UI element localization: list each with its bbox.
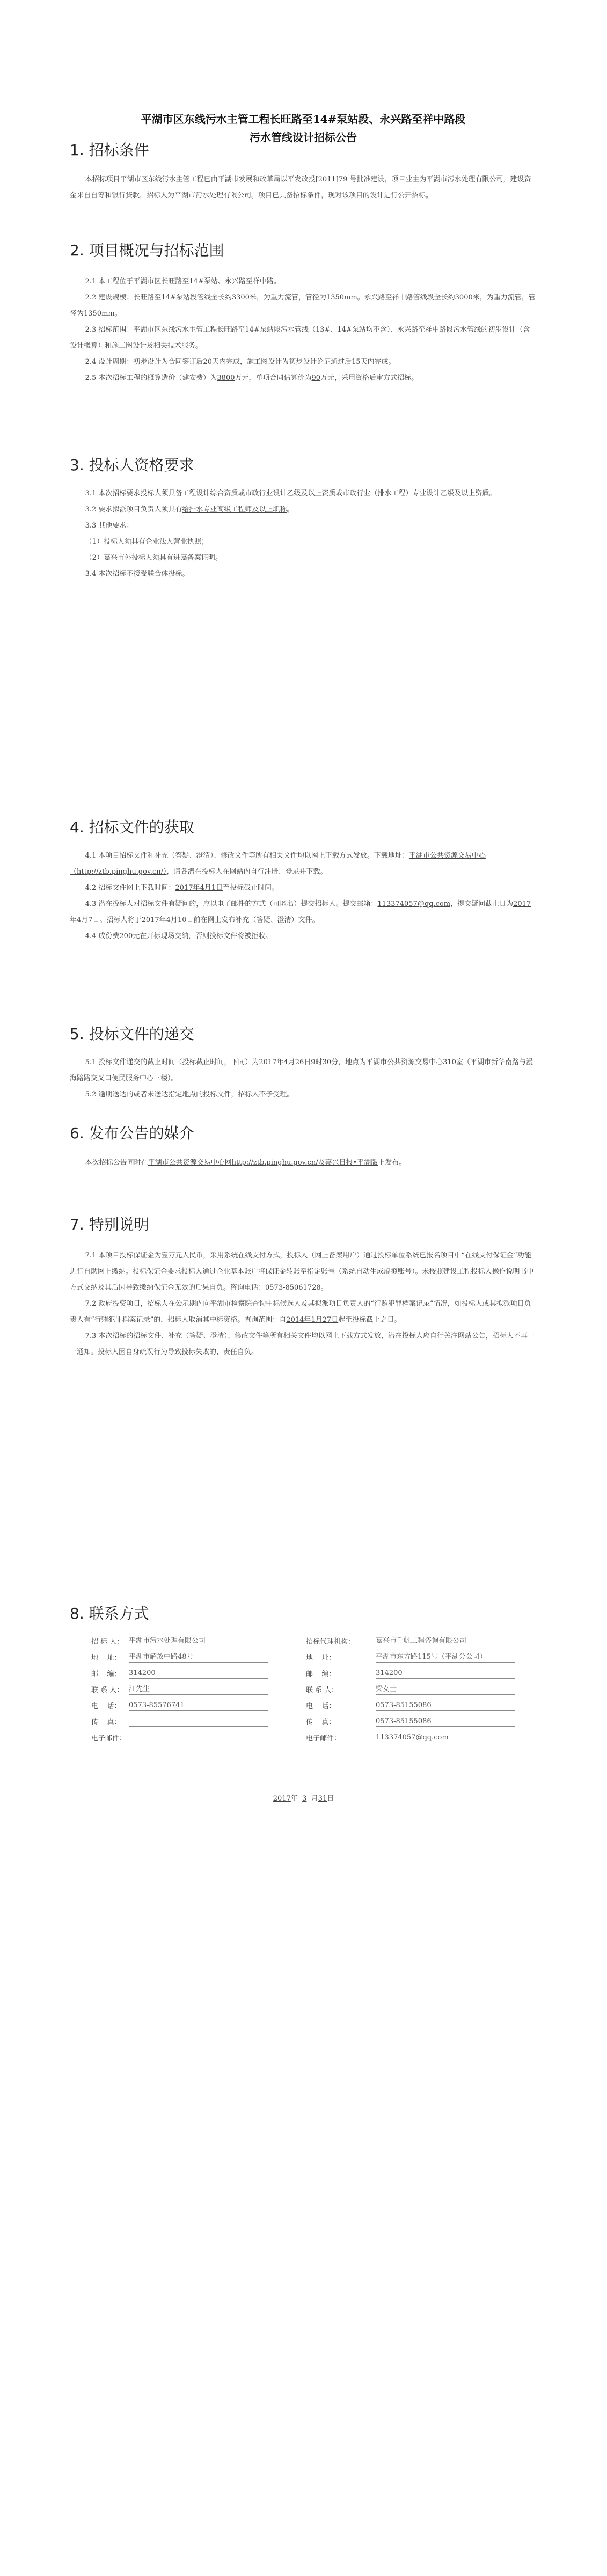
paragraph [70,502,537,518]
date-separator: 日 [327,1795,334,1803]
paragraph [70,1155,537,1171]
contact-value: 314200 [376,1666,515,1679]
section-heading-2: 2. 项目概况与招标范围 [70,241,224,259]
paragraph: 7.3 本次招标的招标文件、补充（答疑、澄清）、修改文件等所有相关文件均以网上下载方式发放，潜在投标人应自行关注网站公告，招标人不再一一通知。投标人因自身疏误行为导致投标失败的，责任自负。 [70,1332,535,1356]
contact-value: 平湖市东方路115号（平湖分公司） [376,1650,515,1663]
contact-value: 平湖市污水处理有限公司 [129,1634,268,1646]
section-3-body [70,486,537,582]
paragraph: （1）投标人须具有企业法人营业执照； [85,538,208,546]
date-month: 3 [302,1795,307,1803]
paragraph [70,1248,537,1296]
text: 前在网上发布补充（答疑、澄清）文件。 [193,916,319,924]
contract-price: 90 [311,374,321,382]
paragraph: 2.3 招标范围：平湖市区东线污水主管工程长旺路至14#泵站段污水管线（13#、14#泵站均不含）、永兴路至祥中路段污水管线的初步设计（含设计概算）和施工图设计及相关技术服务。 [70,326,530,350]
text: 。 [171,1074,178,1082]
contact-label: 地 址： [91,1654,121,1662]
manager-requirement: 给排水专业高级工程师及以上职称 [182,506,287,514]
text: 7.1 本项目投标保证金为 [85,1252,162,1260]
download-link[interactable]: 平湖市公共资源交易中心（http://ztb.pinghu.gov.cn/） [70,852,486,876]
paragraph [70,880,537,896]
text: 3.2 要求拟派项目负责人须具有 [85,506,182,514]
paragraph: 4.4 成份费200元在开标现场交纳，否则投标文件将被拒收。 [85,932,273,940]
text: ，地点为 [338,1058,367,1066]
date-separator: 月 [311,1795,318,1803]
text: 起至投标截止之日。 [338,1316,401,1324]
contact-value [129,1715,268,1727]
text: 4.2 招标文件网上下载时间： [85,884,175,892]
contact-label: 联 系 人： [306,1686,339,1694]
paragraph: 3.3 其他要求： [85,522,134,530]
paragraph: 2.1 本工程位于平湖市区长旺路至14#泵站、永兴路至祥中路。 [85,277,281,286]
date-year: 2017 [273,1795,291,1803]
text: ，请各潜在投标人在网站内自行注册、登录并下载。 [166,868,327,876]
section-heading-1: 1. 招标条件 [70,141,149,159]
deposit-amount: 壹万元 [161,1252,182,1260]
section-1-body [70,172,537,204]
contact-row [70,1650,542,1666]
text: 2.5 本次招标工程的概算造价（建安费）为 [85,374,217,382]
contact-table [70,1634,542,1747]
contact-value: 0573-85155086 [376,1699,515,1711]
date-separator: 年 [290,1795,298,1803]
paragraph: 5.2 逾期送达的或者未送达指定地点的投标文件，招标人不予受理。 [85,1091,294,1099]
text: 。招标人将于 [99,916,142,924]
contact-value: 平湖市解放中路48号 [129,1650,268,1663]
contact-row [70,1682,542,1699]
contact-value: 江先生 [129,1682,268,1695]
paragraph: 本招标项目平湖市区东线污水主管工程已由平湖市发展和改革局以平发改投[2011]79 号批准建设，项目业主为平湖市污水处理有限公司，建设资金来自自筹和银行贷款，招标人为平湖市污水处理有限公司。项目已具备招标条件，现对该项目的设计进行公开招标。 [70,175,531,200]
paragraph [70,370,537,386]
contact-value: 314200 [129,1666,268,1679]
qualification-requirement: 工程设计综合资质或市政行业设计乙级及以上资质或市政行业（排水工程）专业设计乙级及以上资质 [182,489,489,497]
contact-label: 邮 编： [91,1670,121,1678]
date-day: 31 [318,1795,327,1803]
text: 5.1 投标文件递交的截止时间（投标截止时间，下同）为 [85,1058,259,1066]
text: 至投标截止时间。 [223,884,279,892]
contact-label: 地 址： [306,1654,336,1662]
contact-label: 传 真： [91,1718,121,1726]
paragraph: 2.2 建设规模：长旺路至14#泵站段管线全长约3300米，为重力流管，管径为1350mm。永兴路至祥中路管线段全长约3000米，为重力流管，管径为1350mm。 [70,294,536,318]
paragraph [70,1296,537,1328]
section-heading-4: 4. 招标文件的获取 [70,818,194,836]
question-deadline: 2017年4月7日 [70,900,531,924]
paragraph: （2）嘉兴市外投标人须具有进嘉备案证明。 [85,554,222,562]
section-2-body [70,274,537,386]
contact-value: 梁女士 [376,1682,515,1695]
text: 4.1 本项目招标文件和补充（答疑、澄清）、修改文件等所有相关文件均以网上下载方式发放。下载地址： [85,852,409,860]
paragraph: 2.4 设计周期：初步设计为合同签订后20天内完成，施工图设计为初步设计论证通过后15天内完成。 [85,358,396,366]
contact-row [70,1699,542,1715]
section-7-body [70,1248,537,1360]
text: 本次招标公告同时在 [85,1159,148,1167]
contact-row [70,1731,542,1747]
text: 万元，采用资格后审方式招标。 [320,374,419,382]
media-link[interactable]: 平湖市公共资源交易中心网http://ztb.pinghu.gov.cn/及嘉兴日报•平湖版 [148,1159,378,1167]
section-heading-7: 7. 特别说明 [70,1216,149,1233]
contact-label: 电子邮件： [306,1735,341,1743]
paragraph [70,486,537,502]
answer-date: 2017年4月10日 [141,916,194,924]
section-heading-3: 3. 投标人资格要求 [70,456,194,474]
title-line-2: 污水管线设计招标公告 [250,131,357,144]
download-date: 2017年4月1日 [175,884,223,892]
contact-label: 招 标 人： [91,1638,124,1646]
query-start-date: 2014年1月27日 [286,1316,339,1324]
text: 上发布。 [378,1159,406,1167]
contact-row [70,1634,542,1650]
section-heading-5: 5. 投标文件的递交 [70,1025,194,1043]
paragraph [70,896,537,928]
text: 4.3 潜在投标人对招标文件有疑问的，应以电子邮件的方式（可匿名）提交招标人。提交邮箱： [85,900,378,908]
text: 人民币，采用系统在线支付方式，投标人（网上备案用户）通过投标单位系统已报名项目中“在线支付保证金”功能进行自助网上缴纳。投标保证金要求投标人通过企业基本账户将保证金转账至指定账号（系统自动生成虚拟账号）。未按照建设工程投标人操作说明书中方式交纳及其后因导致缴纳保证金无效的后果自负。咨询电话：0573-85061728。 [70,1252,534,1292]
section-heading-8: 8. 联系方式 [70,1605,149,1622]
title-line-1: 平湖市区东线污水主管工程长旺路至14#泵站段、永兴路至祥中路段 [141,113,466,126]
contact-value: 113374057@qq.com [376,1731,515,1743]
text: 。 [287,506,294,514]
contact-label: 电子邮件： [91,1735,127,1743]
estimate-amount: 3800 [217,374,235,382]
paragraph: 3.4 本次招标不接受联合体投标。 [85,570,189,578]
text: 3.1 本次招标要求投标人须具备 [85,489,182,497]
contact-row [70,1715,542,1731]
text: 万元，单项合同估算价为 [235,374,312,382]
submission-deadline: 2017年4月26日9时30分 [259,1058,339,1066]
contact-label: 电 话： [306,1702,336,1710]
contact-label: 电 话： [91,1702,121,1710]
contact-label: 传 真： [306,1718,336,1726]
section-heading-6: 6. 发布公告的媒介 [70,1124,194,1142]
contact-label: 邮 编： [306,1670,336,1678]
contact-label: 招标代理机构： [306,1638,355,1646]
contact-value: 0573-85576741 [129,1699,268,1711]
section-4-body [70,848,537,945]
text: 。 [489,489,496,497]
section-5-body [70,1055,537,1103]
section-6-body [70,1155,537,1171]
contact-value: 0573-85155086 [376,1715,515,1727]
text: 7.2 政府投资项目，招标人在公示期内向平湖市检察院查询中标候选人及其拟派项目负责人的“行贿犯罪档案记录”情况，如投标人或其拟派项目负责人有“行贿犯罪档案记录”的，招标人取消其中标资格。查询范围：自 [70,1300,531,1324]
contact-row [70,1666,542,1682]
paragraph [70,1055,537,1087]
announcement-date [0,1792,607,1803]
submission-location: 平湖市公共资源交易中心310室（平湖市新华南路与漫海路路交叉口便民服务中心三楼） [70,1058,533,1082]
contact-label: 联 系 人： [91,1686,124,1694]
contact-value: 嘉兴市千帆工程咨询有限公司 [376,1634,515,1646]
paragraph [70,848,537,880]
contact-value [129,1731,268,1743]
text: ，提交疑问截止日为 [450,900,514,908]
email-link[interactable]: 113374057@qq.com [377,900,451,908]
